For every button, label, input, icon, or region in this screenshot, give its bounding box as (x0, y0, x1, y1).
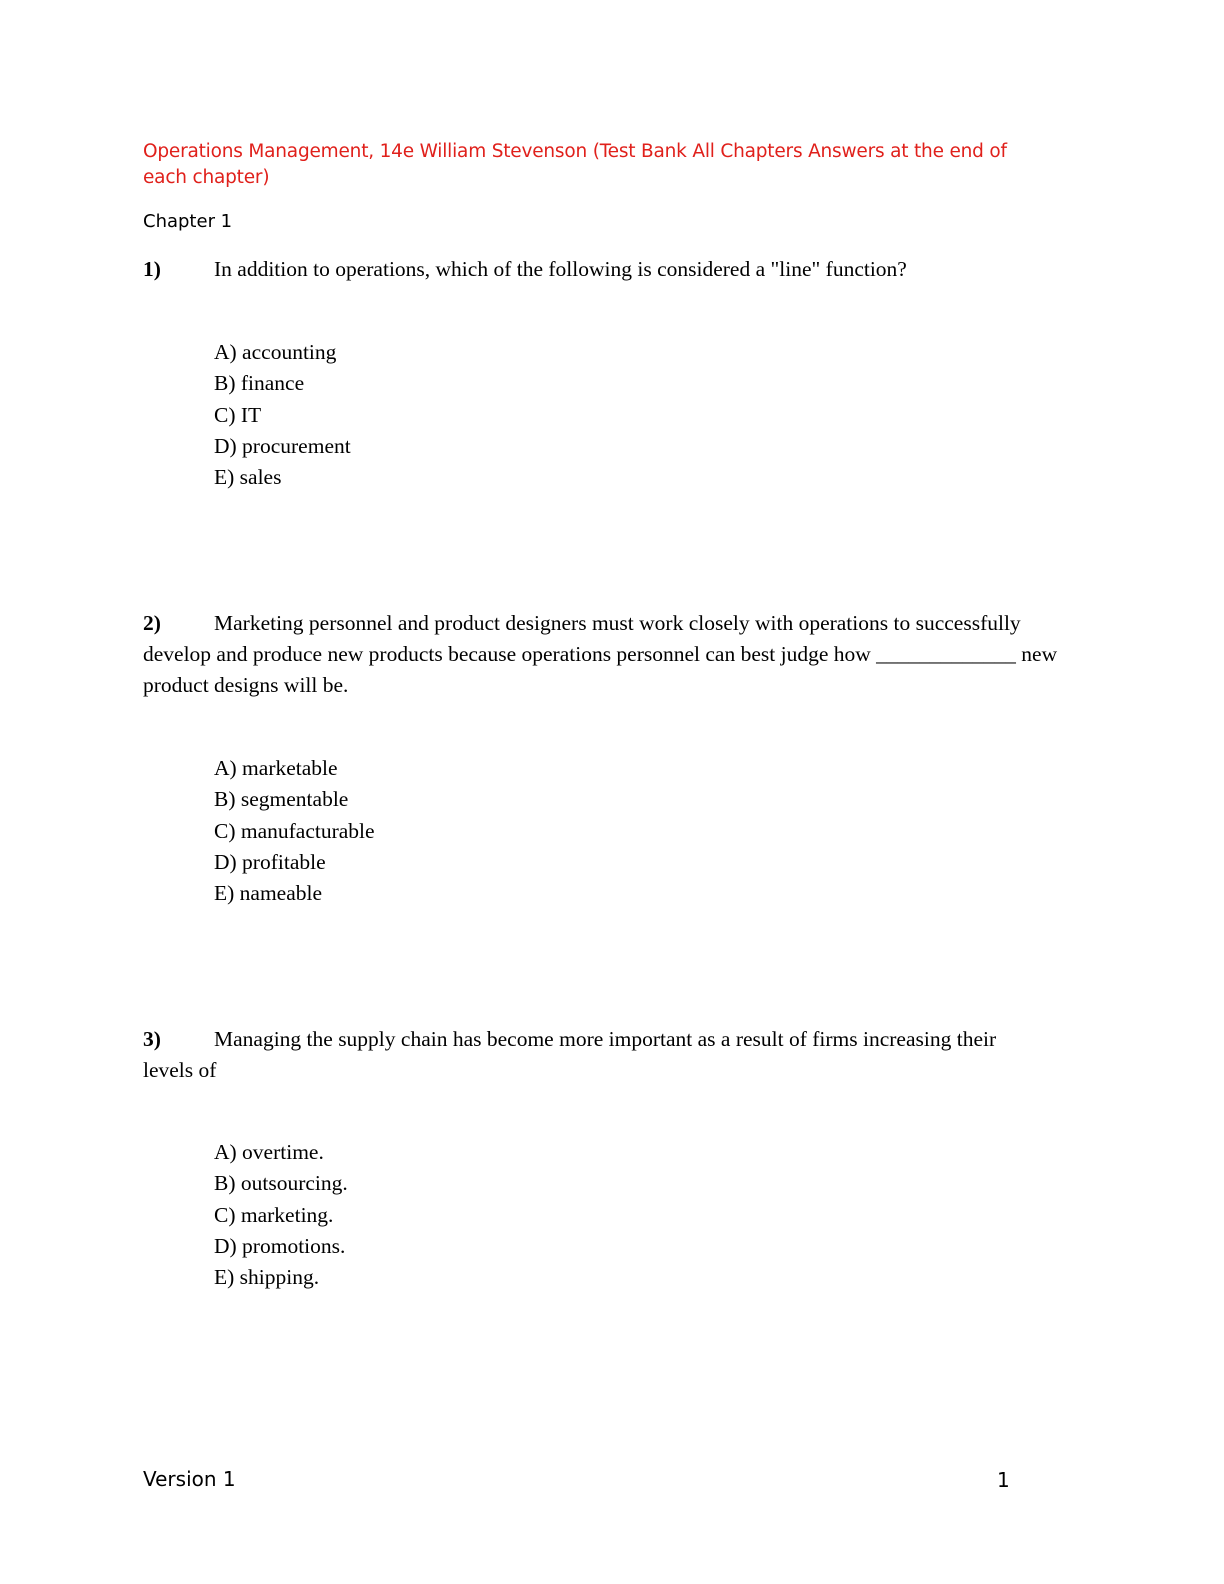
question-2-option-e: E) nameable (214, 881, 323, 906)
question-3-options (214, 1137, 348, 1293)
question-3-option-e: E) shipping. (214, 1265, 320, 1290)
footer-version: Version 1 (143, 1467, 236, 1491)
question-2 (143, 608, 1078, 906)
question-1-text: In addition to operations, which of the following is considered a "line" function? (214, 257, 907, 281)
question-3-text: Managing the supply chain has become more important as a result of firms increasing their levels of (143, 1027, 997, 1082)
footer-page-number: 1 (997, 1468, 1010, 1492)
question-1-option-c: C) IT (214, 402, 262, 427)
question-2-options (214, 753, 375, 909)
question-2-option-c: C) manufacturable (214, 818, 375, 843)
question-1-option-a: A) accounting (214, 340, 337, 364)
question-3-option-b: B) outsourcing. (214, 1171, 348, 1196)
question-3-number: 3) (143, 1027, 161, 1051)
question-2-option-d: D) profitable (214, 849, 326, 874)
question-1-options (214, 337, 351, 493)
question-2-text: Marketing personnel and product designers must work closely with operations to successfully develop and produce new products because operations personnel can best judge how _____________ new product designs will be. (143, 611, 1058, 697)
question-2-number: 2) (143, 611, 161, 635)
document-title: Operations Management, 14e William Stevenson (Test Bank All Chapters Answers at the end of each chapter) (143, 141, 1007, 188)
question-3-option-a: A) overtime. (214, 1140, 324, 1164)
question-3-option-c: C) marketing. (214, 1202, 334, 1227)
question-3 (143, 1024, 1078, 1290)
question-2-option-b: B) segmentable (214, 787, 349, 812)
question-2-stem (143, 608, 1078, 701)
question-1-option-d: D) procurement (214, 433, 351, 458)
chapter-label: Chapter 1 (143, 211, 233, 232)
question-1-option-e: E) sales (214, 465, 282, 490)
question-1-option-b: B) finance (214, 371, 305, 396)
question-2-option-a: A) marketable (214, 756, 338, 780)
question-1 (143, 254, 1078, 490)
question-3-stem (143, 1024, 1043, 1086)
question-3-option-d: D) promotions. (214, 1233, 346, 1258)
question-1-number: 1) (143, 257, 161, 281)
question-1-stem (143, 254, 1078, 285)
